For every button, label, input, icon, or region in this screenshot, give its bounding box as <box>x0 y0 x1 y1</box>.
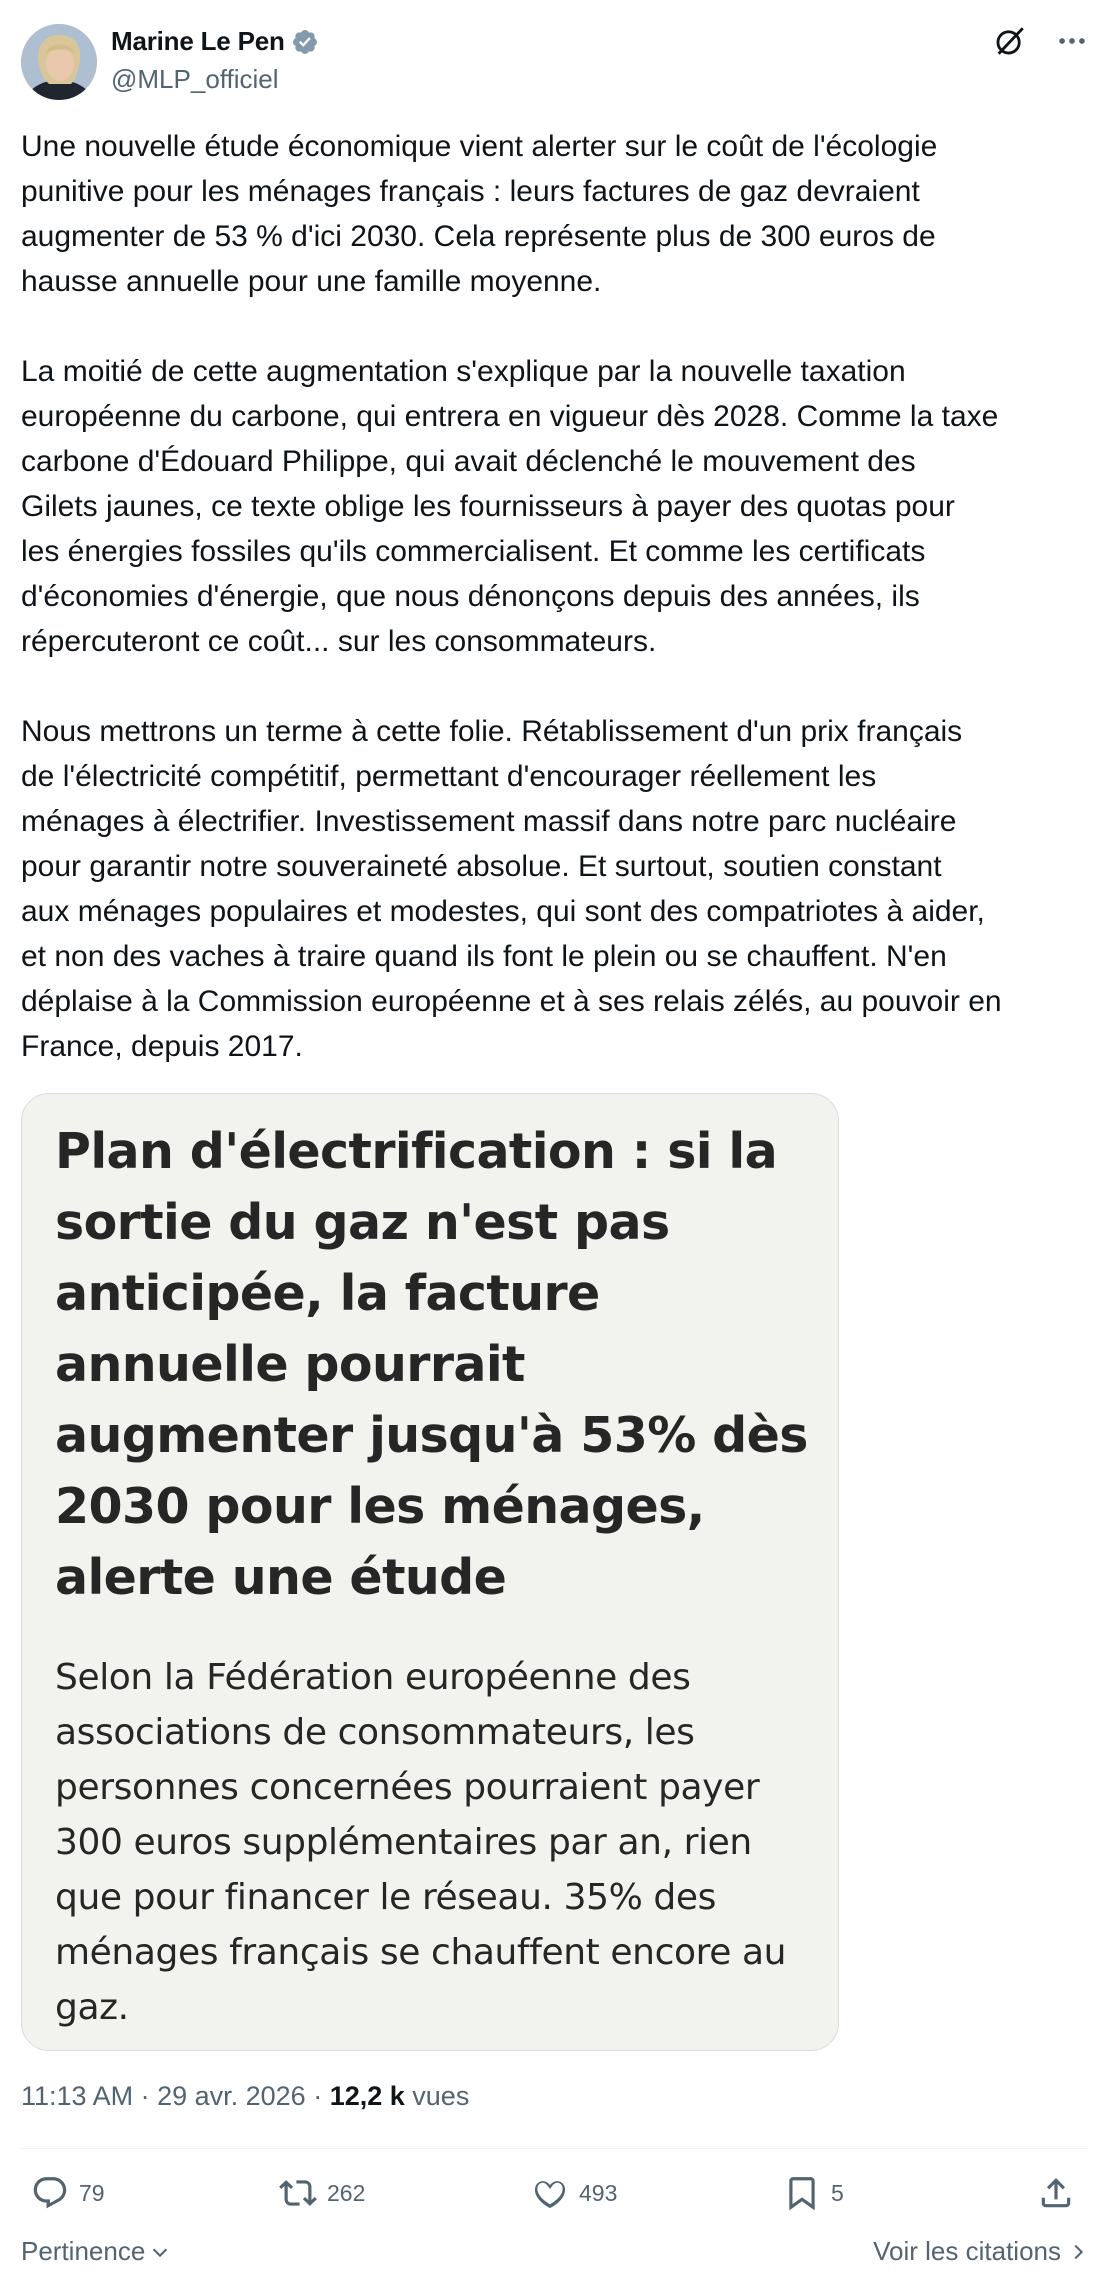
more-icon[interactable] <box>1055 24 1089 58</box>
repost-icon <box>279 2174 317 2212</box>
avatar[interactable] <box>21 24 97 100</box>
like-count: 493 <box>579 2179 618 2206</box>
bookmark-icon <box>783 2174 821 2212</box>
like-button[interactable] <box>531 2174 617 2212</box>
bookmark-button[interactable] <box>783 2174 844 2212</box>
meta-separator: · <box>305 2081 330 2111</box>
media-title: Plan d'électrification : si la sortie du gaz n'est pas anticipée, la facture annuelle pourrait augmenter jusqu'à 53% dès 2030 pour les ménages, alerte une étude <box>55 1123 808 1606</box>
repost-button[interactable] <box>279 2174 365 2212</box>
meta-separator: · <box>133 2081 158 2111</box>
chevron-down-icon <box>149 2241 171 2263</box>
tweet-meta <box>21 2081 469 2112</box>
repost-count: 262 <box>327 2179 366 2206</box>
reply-footer <box>21 2236 1089 2272</box>
quotes-label: Voir les citations <box>873 2236 1061 2266</box>
verified-badge-icon <box>291 28 319 56</box>
view-quotes-link[interactable] <box>873 2236 1089 2267</box>
author-name[interactable]: Marine Le Pen <box>111 26 285 56</box>
media-body: Selon la Fédération européenne des associations de consommateurs, les personnes concernées pourraient payer 300 euros supplémentaires par an, rien que pour financer le réseau. 35% des ménages français se chauffent encore au gaz. <box>55 1657 787 2028</box>
share-button[interactable] <box>1037 2174 1075 2212</box>
media-card[interactable] <box>21 1093 839 2051</box>
chevron-right-icon <box>1067 2241 1089 2263</box>
author-handle[interactable]: @MLP_officiel <box>111 64 279 94</box>
views-label: vues <box>404 2081 470 2111</box>
reply-icon <box>31 2174 69 2212</box>
views-count: 12,2 k <box>329 2081 405 2111</box>
like-icon <box>531 2174 569 2212</box>
divider <box>21 2148 1089 2149</box>
reply-count: 79 <box>79 2179 105 2206</box>
share-icon <box>1037 2174 1075 2212</box>
header-actions <box>993 24 1089 58</box>
tweet-time[interactable]: 11:13 AM <box>21 2081 134 2111</box>
sort-label: Pertinence <box>21 2236 146 2266</box>
tweet-header <box>21 22 1089 102</box>
tweet-text: Une nouvelle étude économique vient alerter sur le coût de l'écologie punitive pour les ménages français : leurs factures de gaz devraient augmenter de 53 % d'ici 2030. Cela représente plus de 300 euros de hausse annuelle pour une famille moyenne. La moitié de cette augmentation s'explique par la nouvelle taxation européenne du carbone, qui entrera en vigueur dès 2028. Comme la taxe carbone d'Édouard Philippe, qui avait déclenché le mouvement des Gilets jaunes, ce texte oblige les fournisseurs à payer des quotas pour les énergies fossiles qu'ils commercialisent. Et comme les certificats d'économies d'énergie, que nous dénonçons depuis des années, ils répercuteront ce coût... sur les consommateurs. Nous mettrons un terme à cette folie. Rétablissement d'un prix français de l'électricité compétitif, permettant d'encourager réellement les ménages à électrifier. Investissement massif dans notre parc nucléaire pour garantir notre souveraineté absolue. Et surtout, soutien constant aux ménages populaires et modestes, qui sont des compatriotes à aider, et non des vaches à traire quand ils font le plein ou se chauffent. N'en déplaise à la Commission européenne et à ses relais zélés, au pouvoir en France, depuis 2017. <box>21 130 1002 1063</box>
grok-icon[interactable] <box>993 24 1027 58</box>
reply-button[interactable] <box>31 2174 105 2212</box>
name-row <box>111 26 319 57</box>
action-bar <box>21 2174 1089 2220</box>
tweet-date[interactable]: 29 avr. 2026 <box>157 2081 306 2111</box>
sort-dropdown[interactable] <box>21 2236 171 2267</box>
bookmark-count: 5 <box>831 2179 844 2206</box>
avatar-image <box>21 24 97 100</box>
